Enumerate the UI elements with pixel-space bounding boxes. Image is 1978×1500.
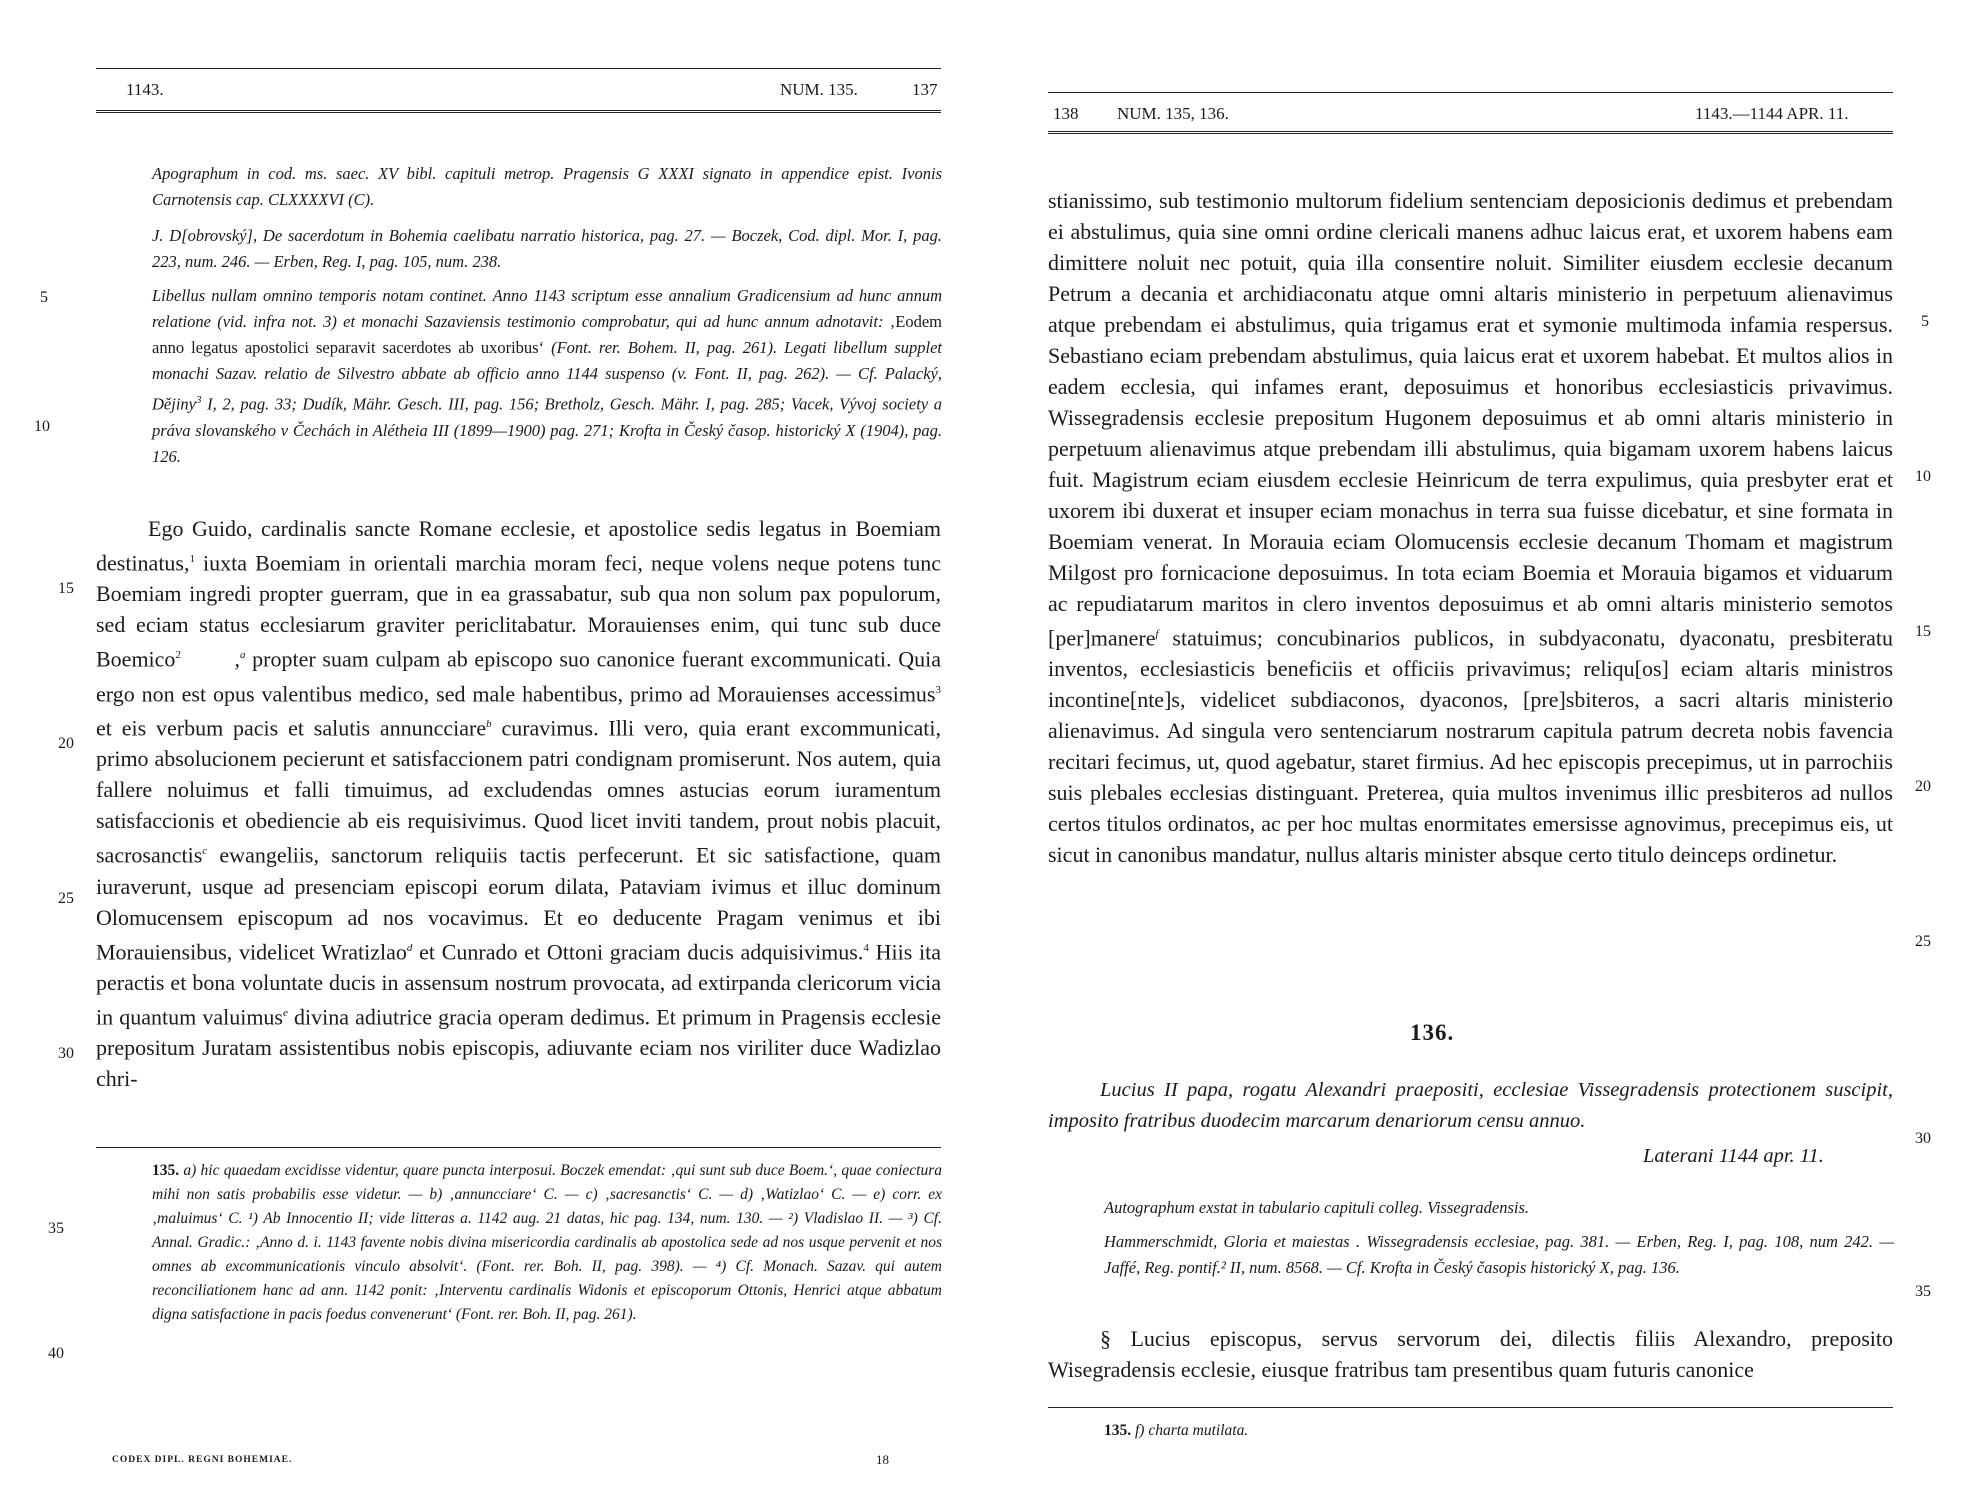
source-note: Autographum exstat in tabulario capituli colleg. Vissegradensis. bbox=[1104, 1198, 1529, 1217]
header-bottom-rule bbox=[96, 110, 941, 113]
line-number: 15 bbox=[1915, 623, 1931, 640]
header-date: 1143.—1144 APR. 11. bbox=[1695, 104, 1849, 123]
bull-text: § Lucius episcopus, servus servorum dei, dilectis filiis Alexandro, preposito Wisegradensis ecclesie, eiusque fratribus tam presentibus quam futuris canonice bbox=[1048, 1326, 1893, 1382]
line-number: 5 bbox=[40, 289, 48, 306]
line-number: 30 bbox=[58, 1045, 74, 1062]
commentary-note: Libellus nullam omnino temporis notam continet. Anno 1143 scriptum esse annalium Gradicensium ad hunc annum relatione (vid. infra not. 3) et monachi Sazaviensis testimonio comprobatur, qui ad hunc annum adnotavit: ‚Eodem anno legatus apostolici separavit sacerdotes ab uxoribus‘ (Font. rer. Bohem. II, pag. 261). Legati libellum supplet monachi Sazav. relatio de Silvestro abbate ab officio anno 1144 suspenso (v. Font. II, pag. 262). — Cf. Palacký, Dějiny$^3$ I, 2, pag. 33; Dudík, Mähr. Gesch. III, pag. 156; Bretholz, Gesch. Mähr. I, pag. 285; Vacek, Vývoj society a práva slovanského v Čechách in Alétheia III (1899—1900) pag. 271; Krofta in Český časop. historický X (1904), pag. 126. bbox=[152, 286, 942, 466]
header-bottom-rule bbox=[1048, 131, 1893, 134]
line-number: 5 bbox=[1921, 313, 1929, 330]
regest: Lucius II papa, rogatu Alexandri praepositi, ecclesiae Vissegradensis protectionem suscipit, imposito fratribus duodecim marcarum denariorum censu annuo. bbox=[1048, 1079, 1893, 1132]
header-top-rule bbox=[96, 68, 941, 69]
signature-line: CODEX DIPL. REGNI BOHEMIAE. bbox=[112, 1455, 293, 1465]
line-number: 40 bbox=[48, 1345, 64, 1362]
line-number: 25 bbox=[1915, 933, 1931, 950]
header-year: 1143. bbox=[126, 80, 164, 99]
line-number: 20 bbox=[58, 735, 74, 752]
sheet-number: 18 bbox=[876, 1452, 889, 1467]
header-page-number: 138 bbox=[1053, 104, 1079, 123]
footnote-rule bbox=[1048, 1407, 1893, 1408]
line-number: 15 bbox=[58, 580, 74, 597]
source-note: Apographum in cod. ms. saec. XV bibl. capituli metrop. Pragensis G XXXI signato in appendice epist. Ivonis Carnotensis cap. CLXXXXVI (C). bbox=[152, 164, 942, 209]
line-number: 10 bbox=[1915, 468, 1931, 485]
right-page bbox=[989, 0, 1978, 1500]
line-number: 35 bbox=[48, 1220, 64, 1237]
footnotes: 135. a) hic quaedam excidisse videntur, quare puncta interposui. Boczek emendat: ‚qui sunt sub duce Boem.‘, quae coniectura mihi non satis probabilis esse videtur. — b) ‚annuncciare‘ C. — c) ‚sacresanctis‘ C. — d) ‚Watizlao‘ C. — e) corr. ex ‚maluimus‘ C. ¹) Ab Innocentio II; vide litteras a. 1142 aug. 21 datas, hic pag. 134, num. 130. — ²) Vladislao II. — ³) Cf. Annal. Gradic.: ‚Anno d. i. 1143 favente nobis divina misericordia cardinalis ab apostolica sede ad nos usque pervenit et nos omnes ab excommunicationis vinculo absolvit‘. (Font. rer. Boh. II, pag. 398). — ⁴) Cf. Monach. Sazav. qui autem reconciliationem hanc ad ann. 1142 ponit: ‚Interventu cardinalis Widonis et episcoporum Ottonis, Henrici atque abbatum digna satisfactione in pacis foedus convenerunt‘ (Font. rer. Boh. II, pag. 261). bbox=[152, 1162, 942, 1323]
charter-number: 136. bbox=[1410, 1020, 1455, 1045]
footnote-rule bbox=[96, 1147, 941, 1148]
header-num: NUM. 135. bbox=[780, 80, 858, 99]
charter-text: Ego Guido, cardinalis sancte Romane ecclesie, et apostolice sedis legatus in Boemiam destinatus,$^1$ iuxta Boemiam in orientali marchia moram feci, neque volens neque potens tunc Boemiam ingredi propter guerram, que in ea grassabatur, sub qua non solum pax populorum, sed eciam status ecclesiarum graviter periclitabatur. Morauienses enim, qui tunc sub duce Boemico$^2$ ,$^a$ propter suam culpam ab episcopo suo canonice fuerant excommunicati. Quia ergo non est opus valentibus medico, sed male habentibus, primo ad Morauienses accessimus$^3$ et eis verbum pacis et salutis annuncciare$^b$ curavimus. Illi vero, quia erant excommunicati, primo absolucionem pecierunt et satisfaccionem patri condignam promiserunt. Nos autem, quia fallere noluimus et falli timuimus, ad excludendas omnes astucias eorum iuramentum satisfaccionis et obediencie ab eis requisivimus. Quod licet inviti tandem, prout nobis placuit, sacrosanctis$^c$ ewangeliis, sanctorum reliquiis tactis perfecerunt. Et sic satisfactione, quam iuraverunt, usque ad presenciam episcopi eorum dilata, Pataviam ivimus et illuc dominum Olomucensem episcopum ad nos vocavimus. Et eo deducente Pragam venimus et ibi Morauiensibus, videlicet Wratizlao$^d$ et Cunrado et Ottoni graciam ducis adquisivimus.$^4$ Hiis ita peractis et bona voluntate ducis in assensum nostrum provocata, ad extirpanda clericorum vicia in quantum valuimus$^e$ divina adiutrice gracia operam dedimus. Et primum in Pragensis ecclesie prepositum Juratam assistentibus nobis episcopis, adiuvante eciam nos viriliter duce Wadizlao chri- bbox=[96, 516, 942, 1092]
line-number: 35 bbox=[1915, 1283, 1931, 1300]
header-page-number: 137 bbox=[912, 80, 938, 99]
line-number: 20 bbox=[1915, 778, 1931, 795]
line-number: 30 bbox=[1915, 1130, 1931, 1147]
literature-note: J. D[obrovský], De sacerdotum in Bohemia caelibatu narratio historica, pag. 27. — Boczek, Cod. dipl. Mor. I, pag. 223, num. 246. — Erben, Reg. I, pag. 105, num. 238. bbox=[152, 226, 942, 271]
line-number: 25 bbox=[58, 890, 74, 907]
footnotes: 135. f) charta mutilata. bbox=[1104, 1422, 1249, 1439]
literature-note: Hammerschmidt, Gloria et maiestas . Wissegradensis ecclesiae, pag. 381. — Erben, Reg. I, pag. 108, num 242. — Jaffé, Reg. pontif.² II, num. 8568. — Cf. Krofta in Český časopis historický X, pag. 136. bbox=[1104, 1232, 1894, 1277]
header-top-rule bbox=[1048, 92, 1893, 93]
charter-text-continued: stianissimo, sub testimonio multorum fidelium sentenciam deposicionis dedimus et prebendam ei abstulimus, quia sine omni ordine clericali manens adhuc laicus erat, et uxorem habens eam dimittere noluit nec potuit, quia illa consentire noluit. Similiter eiusdem ecclesie decanum Petrum a decania et archidiaconatu atque omni altaris ministerio in perpetuum alienavimus atque prebendam ei abstulimus, quia trigamus erat et symonie multimoda infamia respersus. Sebastiano eciam prebendam abstulimus, quia laicus erat et uxorem habebat. Et multos alios in eadem ecclesia, qui infames erant, deposuimus et honoribus ecclesiasticis privavimus. Wissegradensis ecclesie prepositum Hugonem deposuimus et ab omni altaris ministerio in perpetuum alienavimus atque prebendam illi abstulimus, quia bigamam uxorem habens laicus fuit. Magistrum eciam eiusdem ecclesie Heinricum de terra expulimus, quia presbyter erat et uxorem ibi duxerat et insuper eciam monachus in terra sua fuisse dicebatur, et sine formata in Boemiam venerat. In Morauia eciam Olomucensis ecclesie decanum Thomam et magistrum Milgost pro fornicacione deposuimus. In tota eciam Boemia et Morauia bigamos et viduarum ac repudiatarum maritos in clero inventos deposuimus et ab omni altaris ministerio semotos [per]manere$^f$ statuimus; concubinarios publicos, in subdyaconatu, dyaconatu, presbiteratu inventos, ecclesiasticis beneficiis et officiis privavimus; reliqu[os] eciam altaris ministros incontine[nte]s, videlicet subdiaconos, dyaconos, [pre]sbiteros, a sacri altaris ministerio alienavimus. Ad singula vero sentenciarum nostrarum capitula patrum decreta nobis favencia recitari fecimus, ut, quod agebatur, staret firmius. Ad hec episcopis precepimus, ut in parrochiis suis plebales ecclesias distinguant. Preterea, quia multos invenimus illic presbiteros ad nullos certos titulos ordinatos, ac per hoc multas enormitates emersisse agnovimus, precepimus eis, ut sicut in canonibus mandatur, nullus altaris minister absque certo titulo deinceps ordinetur. bbox=[1048, 188, 1893, 868]
header-num: NUM. 135, 136. bbox=[1117, 104, 1229, 123]
regest-date: Laterani 1144 apr. 11. bbox=[1643, 1145, 1824, 1167]
line-number: 10 bbox=[34, 418, 50, 435]
